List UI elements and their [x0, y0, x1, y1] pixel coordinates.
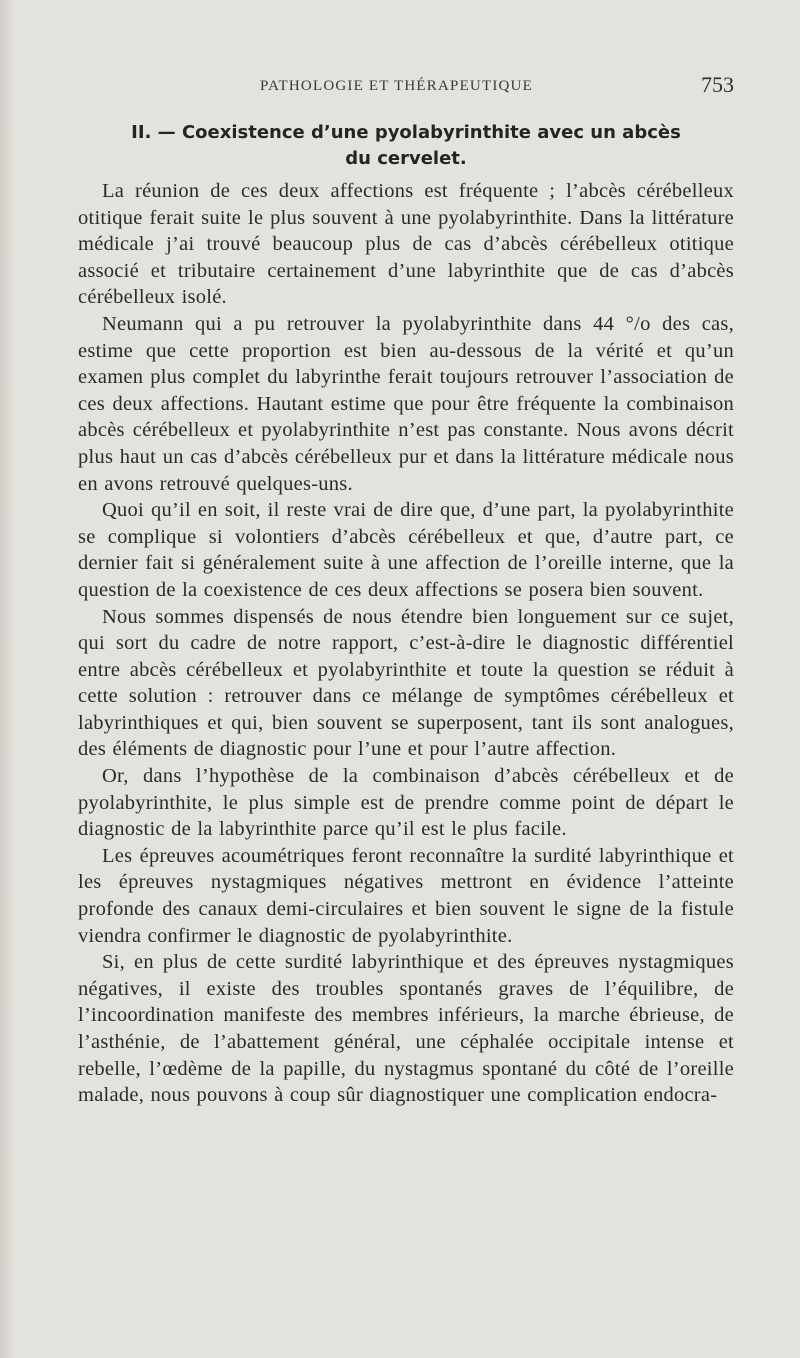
paragraph: Neumann qui a pu retrouver la pyolabyrinthite dans 44 °/o des cas, estime que cette proportion est bien au-dessous de la vérité et qu’un examen plus complet du labyrinthe ferait toujours retrouver l’association de ces deux affections. Hautant estime que pour être fréquente la combinaison abcès cérébelleux et pyolabyrinthite n’est pas constante. Nous avons décrit plus haut un cas d’abcès cérébelleux pur et dans la littérature médicale nous en avons retrouvé quelques-uns.: [78, 312, 734, 495]
paragraph: Les épreuves acoumétriques feront reconnaître la surdité labyrinthique et les épreuves nystagmiques négatives mettront en évidence l’atteinte profonde des canaux demi-circulaires et bien souvent le signe de la fistule viendra confirmer le diagnostic de pyolabyrinthite.: [78, 844, 734, 947]
section-heading: [78, 120, 734, 172]
page-number: 753: [701, 72, 734, 97]
running-title: PATHOLOGIE ET THÉRAPEUTIQUE: [260, 78, 533, 94]
paragraph: La réunion de ces deux affections est fréquente ; l’abcès cérébelleux otitique ferait suite le plus souvent à une pyolabyrinthite. Dans la littérature médicale j’ai trouvé beaucoup plus de cas d’abcès cérébelleux otitique associé et tributaire certainement d’une labyrinthite que de cas d’abcès cérébelleux isolé.: [78, 180, 734, 309]
body-text: [78, 178, 734, 1109]
running-header: [78, 70, 734, 106]
book-page: [78, 70, 734, 1109]
paragraph: Quoi qu’il en soit, il reste vrai de dire que, d’une part, la pyolabyrinthite se complique si volontiers d’abcès cérébelleux et que, d’autre part, ce dernier fait si généralement suite à une affection de l’oreille interne, que la question de la coexistence de ces deux affections se posera bien souvent.: [78, 499, 734, 601]
section-heading-line-2: du cervelet.: [345, 148, 467, 169]
section-heading-line-1: II. — Coexistence d’une pyolabyrinthite avec un abcès: [131, 122, 681, 143]
scan-margin-shadow: [0, 0, 14, 1358]
paragraph: Nous sommes dispensés de nous étendre bien longuement sur ce sujet, qui sort du cadre de notre rapport, c’est-à-dire le diagnostic différentiel entre abcès cérébelleux et pyolabyrinthite et toute la question se réduit à cette solution : retrouver dans ce mélange de symptômes cérébelleux et labyrinthiques et qui, bien souvent se superposent, tant ils sont analogues, des éléments de diagnostic pour l’une et pour l’autre affection.: [78, 605, 734, 761]
paragraph: Si, en plus de cette surdité labyrinthique et des épreuves nystagmiques négatives, il existe des troubles spontanés graves de l’équilibre, de l’incoordination manifeste des membres inférieurs, la marche ébrieuse, de l’asthénie, de l’abattement général, une céphalée occipitale intense et rebelle, l’œdème de la papille, du nystagmus spontané du côté de l’oreille malade, nous pouvons à coup sûr diagnostiquer une complication endocra-: [78, 951, 734, 1107]
paragraph: Or, dans l’hypothèse de la combinaison d’abcès cérébelleux et de pyolabyrinthite, le plus simple est de prendre comme point de départ le diagnostic de la labyrinthite parce qu’il est le plus facile.: [78, 765, 734, 841]
